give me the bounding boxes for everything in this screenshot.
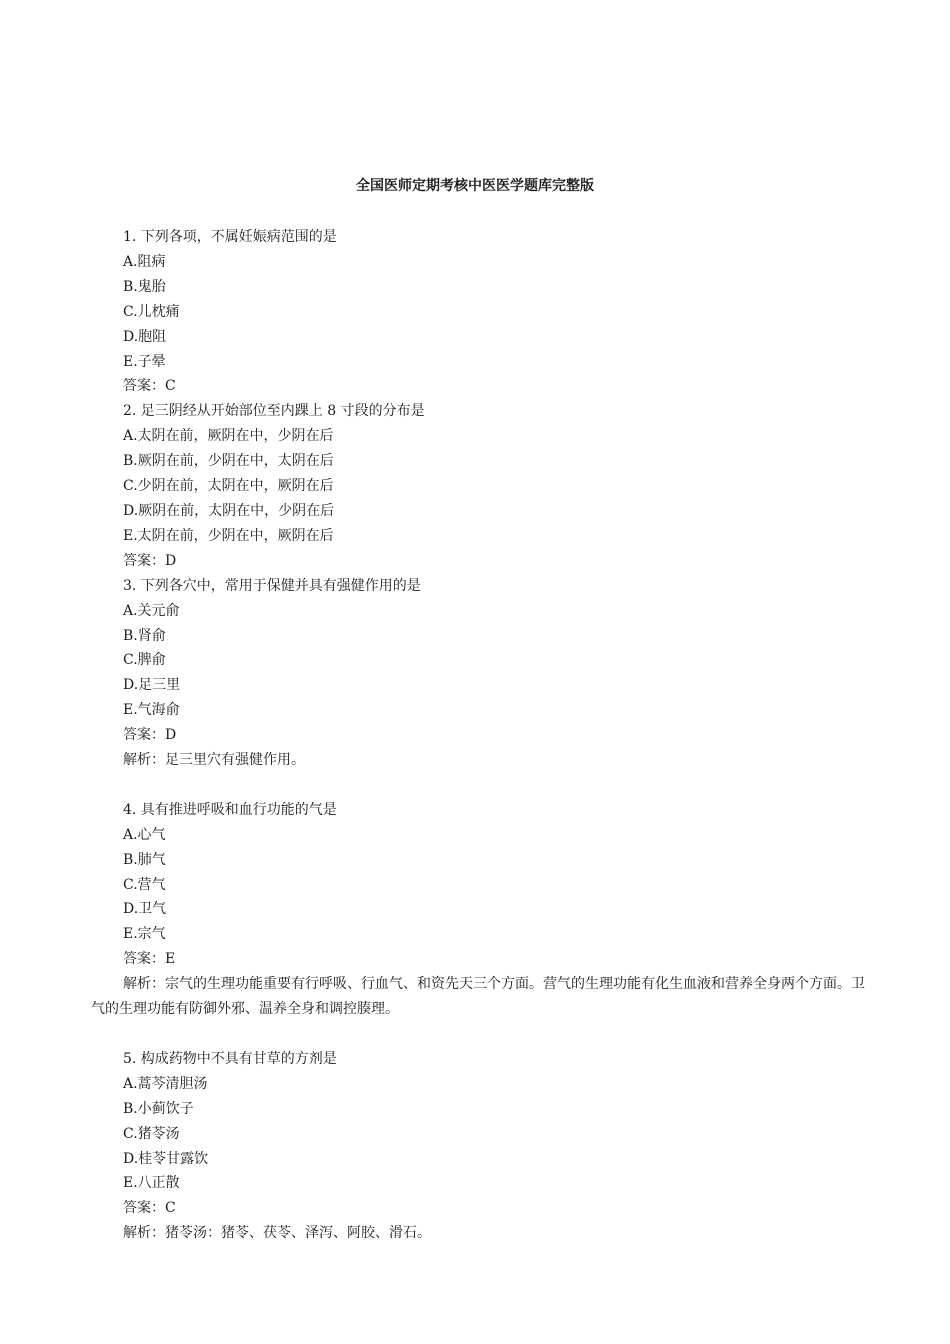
question-4-option-d: D.卫气 xyxy=(123,901,167,918)
question-4-option-a: A.心气 xyxy=(123,826,166,843)
question-5-option-a: A.蒿芩清胆汤 xyxy=(123,1075,208,1092)
question-5-option-b: B.小蓟饮子 xyxy=(123,1100,194,1117)
question-4-option-b: B.肺气 xyxy=(123,851,166,868)
question-3-option-b: B.肾俞 xyxy=(123,627,166,644)
question-3-answer: 答案：D xyxy=(123,727,177,744)
question-1-option-e: E.子晕 xyxy=(123,353,166,370)
blank-line xyxy=(91,773,873,798)
question-5-text: 5. 构成药物中不具有甘草的方剂是 xyxy=(123,1050,337,1067)
question-4-analysis: 解析：宗气的生理功能重要有行呼吸、行血气、和资先天三个方面。营气的生理功能有化生血液和营养全身两个方面。卫气的生理功能有防御外邪、温养全身和调控腠理。 xyxy=(91,976,865,1018)
question-2-option-b: B.厥阴在前，少阴在中，太阴在后 xyxy=(123,453,334,470)
question-4-option-e: E.宗气 xyxy=(123,926,166,943)
document-title: 全国医师定期考核中医医学题库完整版 xyxy=(356,178,594,194)
question-2-option-a: A.太阴在前，厥阴在中，少阴在后 xyxy=(123,428,334,445)
question-5-analysis: 解析：猪苓汤：猪苓、茯苓、泽泻、阿胶、滑石。 xyxy=(123,1225,431,1242)
question-3-option-d: D.足三里 xyxy=(123,677,181,694)
question-5-option-e: E.八正散 xyxy=(123,1175,180,1192)
blank-line xyxy=(91,1022,873,1047)
question-2-option-c: C.少阴在前，太阴在中，厥阴在后 xyxy=(123,478,334,495)
question-1-option-d: D.胞阻 xyxy=(123,328,167,345)
question-3-text: 3. 下列各穴中，常用于保健并具有强健作用的是 xyxy=(123,577,421,594)
question-4-answer: 答案：E xyxy=(123,951,176,968)
question-3-analysis: 解析：足三里穴有强健作用。 xyxy=(123,752,305,769)
question-4-text: 4. 具有推进呼吸和血行功能的气是 xyxy=(123,801,337,818)
question-1-option-c: C.儿枕痛 xyxy=(123,303,180,320)
question-3-option-c: C.脾俞 xyxy=(123,652,166,669)
question-5-option-d: D.桂苓甘露饮 xyxy=(123,1150,209,1167)
question-1-answer: 答案：C xyxy=(123,378,176,395)
question-2-text: 2. 足三阴经从开始部位至内踝上 8 寸段的分布是 xyxy=(123,403,425,420)
question-3-option-e: E.气海俞 xyxy=(123,702,180,719)
question-5-answer: 答案：C xyxy=(123,1200,176,1217)
question-2-option-d: D.厥阴在前，太阴在中，少阴在后 xyxy=(123,502,335,519)
question-2-option-e: E.太阴在前，少阴在中，厥阴在后 xyxy=(123,527,334,544)
question-1-option-a: A.阻病 xyxy=(123,253,166,270)
question-5-option-c: C.猪苓汤 xyxy=(123,1125,180,1142)
question-4-option-c: C.营气 xyxy=(123,876,166,893)
question-2-answer: 答案：D xyxy=(123,552,177,569)
document-body xyxy=(91,225,873,1246)
question-3-option-a: A.关元俞 xyxy=(123,602,180,619)
question-1-option-b: B.鬼胎 xyxy=(123,278,166,295)
question-1-text: 1. 下列各项，不属妊娠病范围的是 xyxy=(123,229,337,245)
